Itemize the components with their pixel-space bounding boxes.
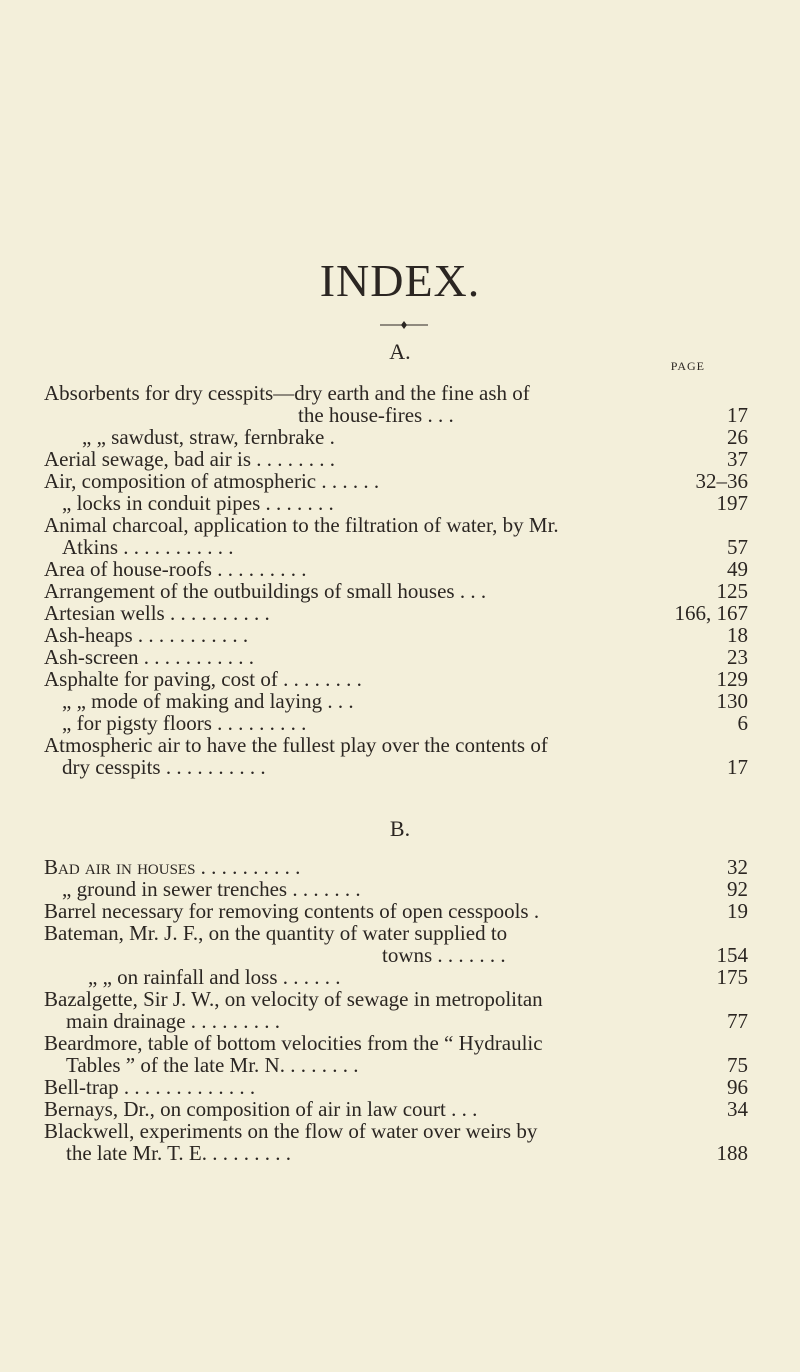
entry-text: Asphalte for paving, cost of . . . . . . . . xyxy=(44,667,362,691)
index-entry xyxy=(0,580,800,602)
entry-text: Bazalgette, Sir J. W., on velocity of sewage in metropolitan xyxy=(44,987,543,1011)
index-entry xyxy=(0,756,800,778)
entry-text: Bad air in houses . . . . . . . . . . xyxy=(44,855,301,879)
index-entry xyxy=(0,1054,800,1076)
index-entry xyxy=(0,988,800,1010)
entry-page: 23 xyxy=(727,645,748,669)
entry-text: Arrangement of the outbuildings of small houses . . . xyxy=(44,579,487,603)
entry-text: Artesian wells . . . . . . . . . . xyxy=(44,601,270,625)
entry-text: Air, composition of atmospheric . . . . . . xyxy=(44,469,380,493)
entry-text: Tables ” of the late Mr. N. . . . . . . . xyxy=(66,1053,359,1077)
entry-text: „ ground in sewer trenches . . . . . . . xyxy=(62,877,361,901)
entry-text: „ for pigsty floors . . . . . . . . . xyxy=(62,711,307,735)
entry-text: Ash-heaps . . . . . . . . . . . xyxy=(44,623,249,647)
entry-page: 18 xyxy=(727,623,748,647)
entry-page: 129 xyxy=(716,667,748,691)
entry-text: „ „ sawdust, straw, fernbrake . xyxy=(82,425,335,449)
entry-text: towns . . . . . . . xyxy=(382,943,506,967)
index-entry xyxy=(0,900,800,922)
index-entry xyxy=(0,426,800,448)
index-entry xyxy=(0,1098,800,1120)
entry-text: Bernays, Dr., on composition of air in law court . . . xyxy=(44,1097,478,1121)
index-entry xyxy=(0,712,800,734)
index-entry xyxy=(0,1120,800,1142)
entry-page: 32–36 xyxy=(695,469,748,493)
index-entry xyxy=(0,470,800,492)
index-entry xyxy=(0,448,800,470)
index-entry xyxy=(0,558,800,580)
entry-text: Barrel necessary for removing contents of open cesspools . xyxy=(44,899,540,923)
entry-page: 26 xyxy=(727,425,748,449)
index-entry xyxy=(0,646,800,668)
entry-text: Bell-trap . . . . . . . . . . . . . xyxy=(44,1075,256,1099)
index-entry xyxy=(0,734,800,756)
entry-text: Absorbents for dry cesspits—dry earth and the fine ash of xyxy=(44,381,530,405)
entry-text: Beardmore, table of bottom velocities from the “ Hydraulic xyxy=(44,1031,543,1055)
entry-page: 175 xyxy=(716,965,748,989)
entry-page: 92 xyxy=(727,877,748,901)
entry-page: 19 xyxy=(727,899,748,923)
entry-text: „ „ on rainfall and loss . . . . . . xyxy=(88,965,341,989)
entry-page: 6 xyxy=(737,711,748,735)
index-entry xyxy=(0,404,800,426)
index-entry xyxy=(0,624,800,646)
entry-page: 75 xyxy=(727,1053,748,1077)
section-letter-b: B. xyxy=(389,816,411,841)
index-entry xyxy=(0,944,800,966)
entry-page: 166, 167 xyxy=(674,601,748,625)
entry-page: 154 xyxy=(716,943,748,967)
page-title: INDEX. xyxy=(319,255,481,306)
index-entry xyxy=(0,1142,800,1164)
entry-text: Area of house-roofs . . . . . . . . . xyxy=(44,557,307,581)
index-entry xyxy=(0,492,800,514)
entry-page: 37 xyxy=(727,447,748,471)
entry-page: 125 xyxy=(716,579,748,603)
entry-text: Bateman, Mr. J. F., on the quantity of water supplied to xyxy=(44,921,508,945)
entry-page: 49 xyxy=(727,557,748,581)
entry-page: 197 xyxy=(716,491,748,515)
index-entry xyxy=(0,690,800,712)
entry-text: „ „ mode of making and laying . . . xyxy=(62,689,354,713)
index-entry xyxy=(0,382,800,404)
entry-page: 17 xyxy=(727,403,748,427)
entry-text: the late Mr. T. E. . . . . . . . . xyxy=(66,1141,291,1165)
section-letter-a: A. xyxy=(389,339,411,364)
index-entry xyxy=(0,602,800,624)
entry-page: 57 xyxy=(727,535,748,559)
entry-page: 17 xyxy=(727,755,748,779)
ornamental-rule xyxy=(380,318,428,332)
index-entry xyxy=(0,856,800,878)
index-entry xyxy=(0,514,800,536)
entry-text: dry cesspits . . . . . . . . . . xyxy=(62,755,266,779)
entry-page: 188 xyxy=(716,1141,748,1165)
entry-text: main drainage . . . . . . . . . xyxy=(66,1009,281,1033)
index-entry xyxy=(0,668,800,690)
entry-page: 32 xyxy=(727,855,748,879)
page-column-header: PAGE xyxy=(670,359,705,373)
entry-text: Atkins . . . . . . . . . . . xyxy=(62,535,234,559)
entry-text: the house-fires . . . xyxy=(298,403,454,427)
entry-page: 130 xyxy=(716,689,748,713)
index-entry xyxy=(0,1076,800,1098)
entry-page: 77 xyxy=(727,1009,748,1033)
entry-text: Blackwell, experiments on the flow of water over weirs by xyxy=(44,1119,538,1143)
index-entry xyxy=(0,536,800,558)
entry-text: „ locks in conduit pipes . . . . . . . xyxy=(62,491,334,515)
index-entry xyxy=(0,922,800,944)
index-entry xyxy=(0,966,800,988)
index-entry xyxy=(0,1032,800,1054)
entry-text: Animal charcoal, application to the filtration of water, by Mr. xyxy=(44,513,559,537)
index-entry xyxy=(0,878,800,900)
index-entry xyxy=(0,1010,800,1032)
entry-text: Aerial sewage, bad air is . . . . . . . . xyxy=(44,447,335,471)
entry-text: Atmospheric air to have the fullest play over the contents of xyxy=(44,733,548,757)
entry-page: 34 xyxy=(727,1097,748,1121)
entry-text: Ash-screen . . . . . . . . . . . xyxy=(44,645,254,669)
entry-page: 96 xyxy=(727,1075,748,1099)
